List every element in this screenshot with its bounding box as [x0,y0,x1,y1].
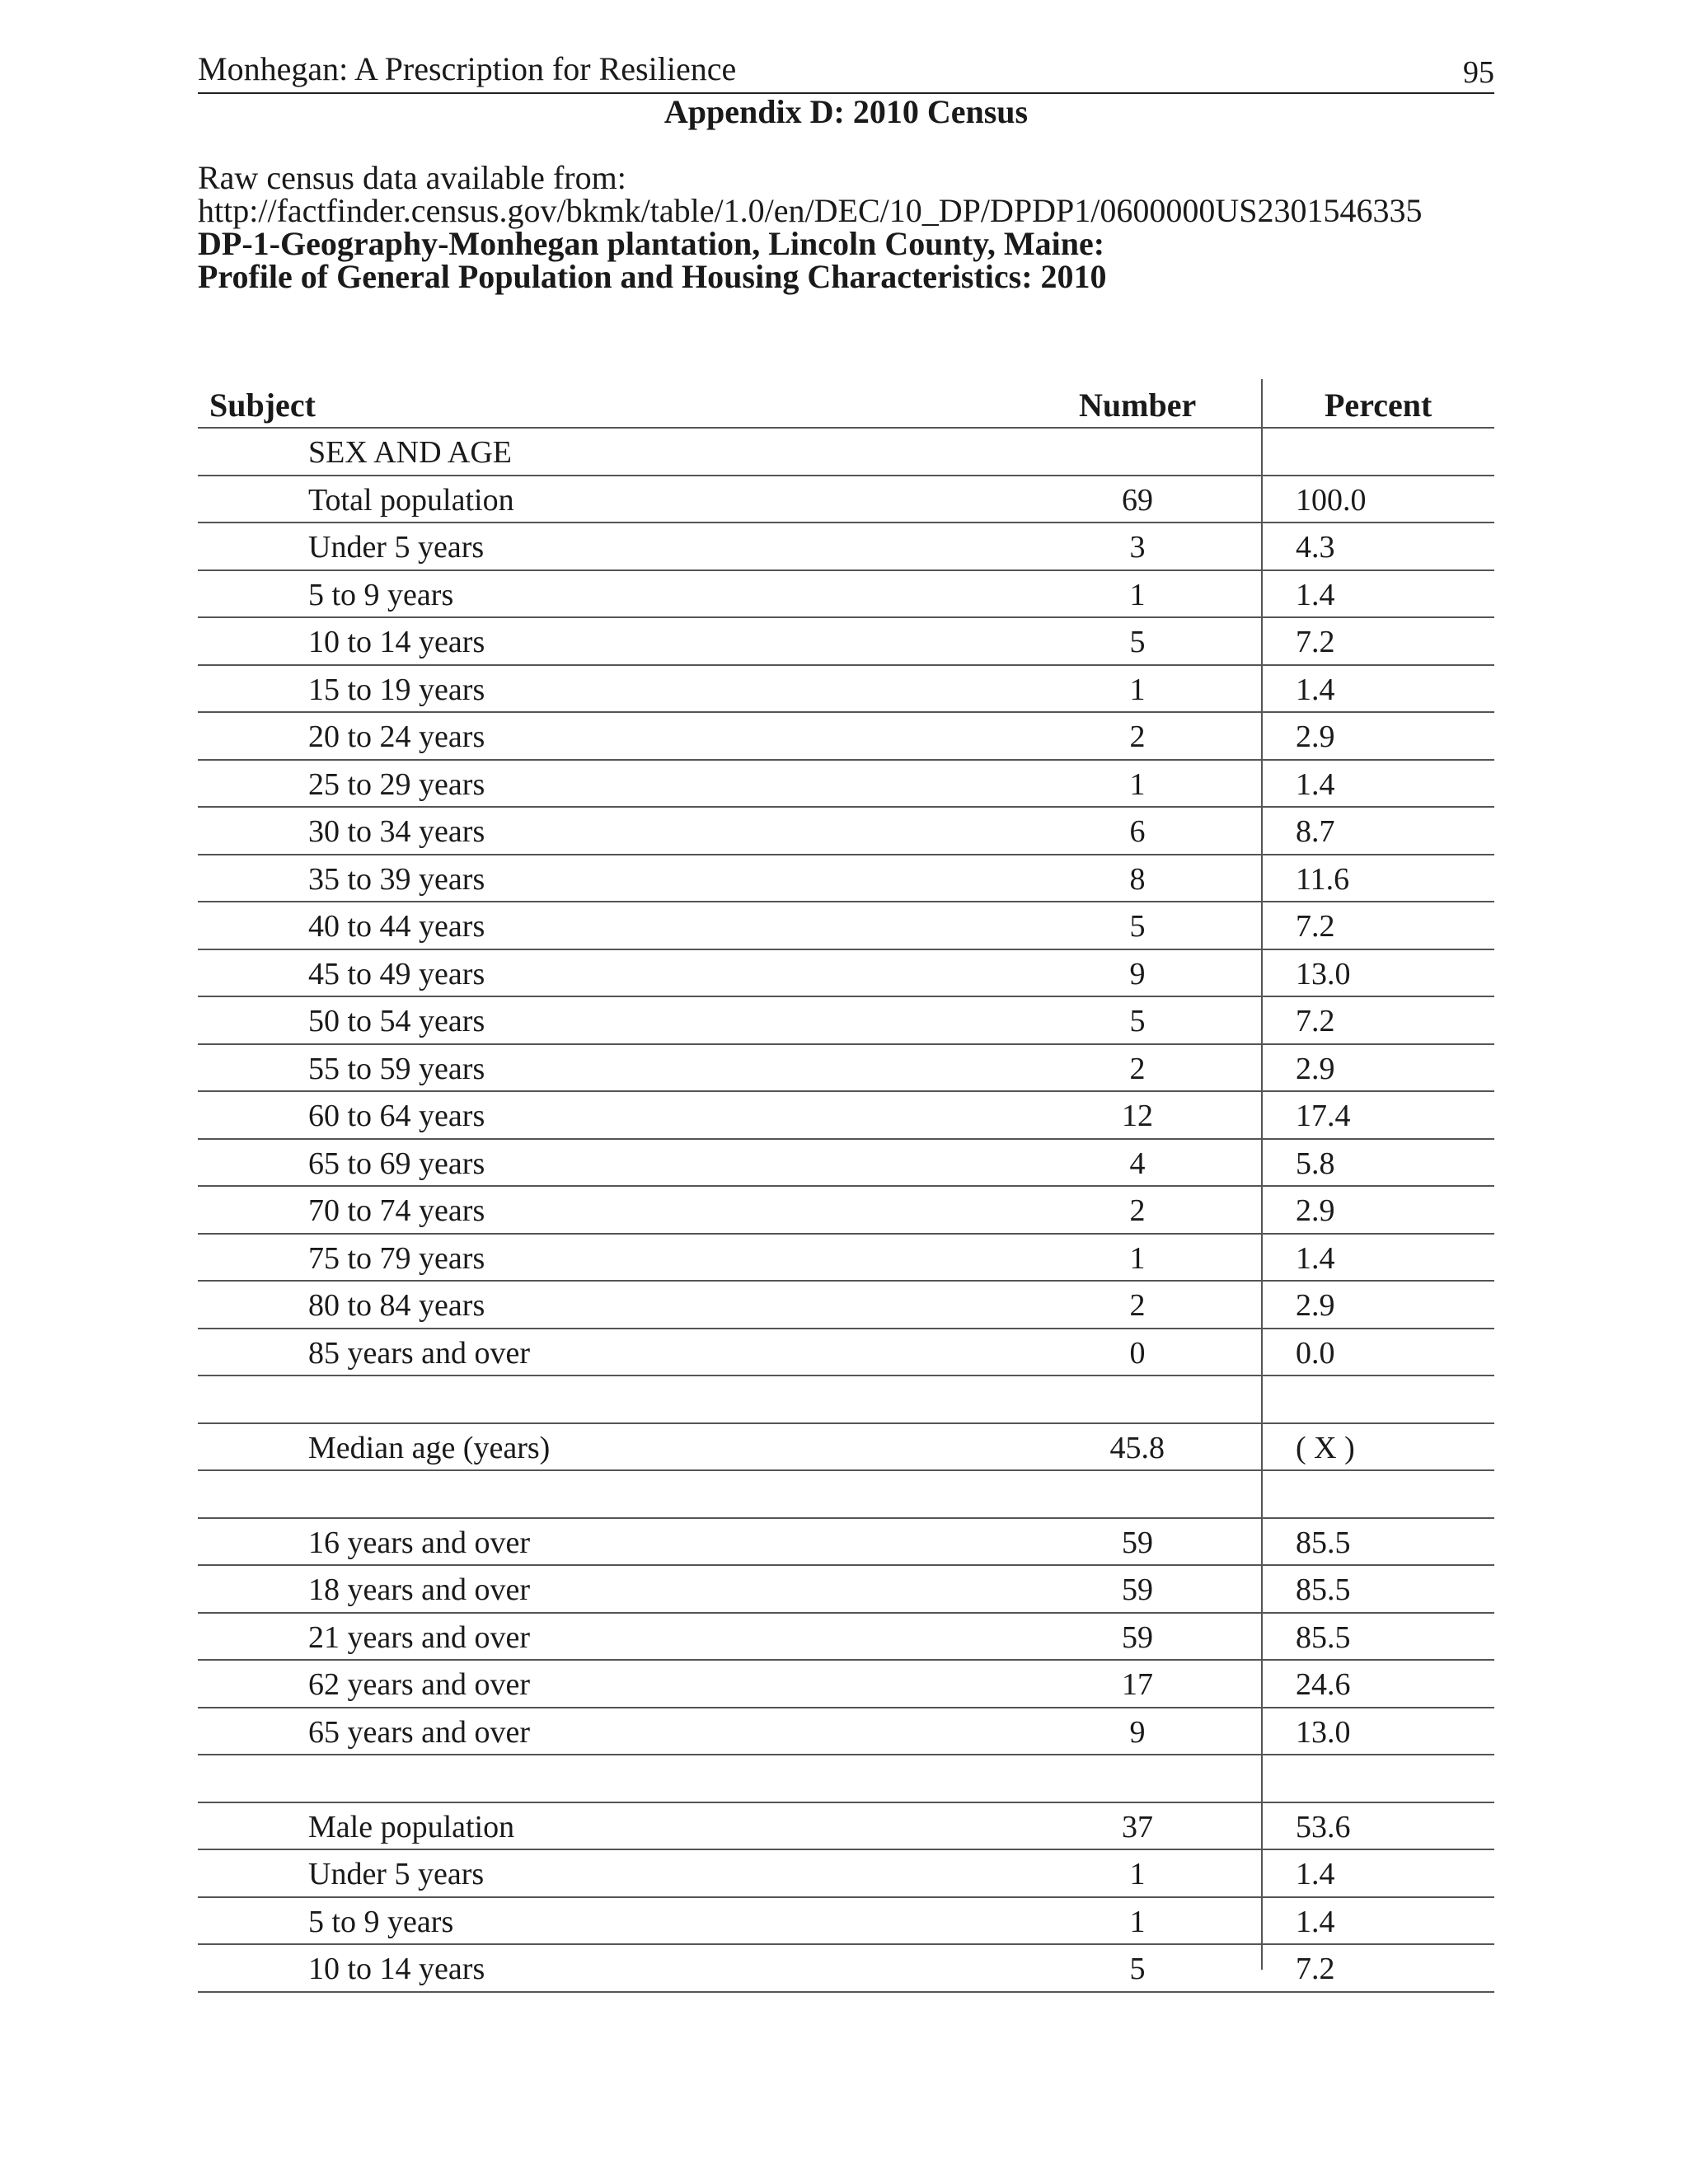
table-row [198,1850,1494,1898]
table-row [198,997,1494,1045]
row-subject: 55 to 59 years [308,1051,485,1086]
row-number: 2 [1129,1051,1146,1086]
row-subject: 15 to 19 years [308,672,485,707]
row-percent: 2.9 [1296,1051,1335,1086]
row-percent: 53.6 [1296,1809,1351,1844]
table-row [198,1755,1494,1803]
row-subject: 70 to 74 years [308,1193,485,1228]
row-subject: 21 years and over [308,1619,531,1655]
table-row [198,476,1494,524]
row-percent: 13.0 [1296,1714,1351,1750]
table-row [198,902,1494,950]
row-subject: 16 years and over [308,1525,531,1560]
table-row [198,1614,1494,1661]
table-row [198,1945,1494,1993]
table-row [198,1140,1494,1188]
row-percent: ( X ) [1296,1430,1355,1465]
row-percent: 85.5 [1296,1619,1351,1655]
row-number: 69 [1122,482,1153,518]
row-percent: 13.0 [1296,956,1351,991]
row-number: 12 [1122,1099,1153,1133]
census-table [198,379,1494,1993]
row-number: 1 [1129,1857,1146,1891]
row-percent: 7.2 [1296,1952,1335,1986]
row-subject: 65 to 69 years [308,1146,485,1181]
running-head-title: Monhegan: A Prescription for Resilience [198,50,737,87]
table-row [198,1282,1494,1329]
table-row [198,713,1494,761]
row-number: 4 [1129,1146,1146,1181]
source-intro: Raw census data available from: [198,159,626,196]
row-number: 5 [1129,909,1146,944]
table-row [198,1045,1494,1093]
table-row [198,1376,1494,1424]
table-row [198,618,1494,666]
row-number: 6 [1129,814,1146,849]
table-row [198,523,1494,571]
page-number: 95 [1463,55,1494,90]
table-row [198,1661,1494,1708]
row-number: 2 [1129,1288,1146,1323]
table-row [198,1424,1494,1472]
row-percent: 2.9 [1296,1288,1335,1323]
table-row [198,1803,1494,1851]
table-row [198,1471,1494,1519]
row-number: 1 [1129,1904,1146,1939]
table-row [198,1235,1494,1282]
table-row [198,571,1494,619]
row-number: 8 [1129,861,1146,897]
table-row [198,1329,1494,1377]
row-percent: 1.4 [1296,1904,1335,1939]
row-subject: 60 to 64 years [308,1099,485,1133]
row-subject: 85 years and over [308,1335,531,1371]
row-subject: 65 years and over [308,1714,531,1750]
row-subject: SEX AND AGE [308,435,513,470]
row-subject: Under 5 years [308,530,485,565]
row-percent: 2.9 [1296,1193,1335,1228]
geography-line: DP-1-Geography-Monhegan plantation, Lincoln County, Maine: [198,225,1105,262]
row-number: 2 [1129,1193,1146,1228]
row-percent: 85.5 [1296,1525,1351,1560]
row-subject: 30 to 34 years [308,814,485,849]
row-number: 3 [1129,530,1146,565]
row-subject: 35 to 39 years [308,861,485,897]
row-percent: 17.4 [1296,1099,1351,1133]
row-subject: 5 to 9 years [308,577,454,612]
row-subject: 5 to 9 years [308,1904,454,1939]
table-row [198,1566,1494,1614]
row-number: 5 [1129,625,1146,659]
row-subject: 10 to 14 years [308,625,485,659]
header-subject: Subject [209,387,316,424]
row-subject: 75 to 79 years [308,1240,485,1276]
row-number: 1 [1129,1240,1146,1276]
row-percent: 1.4 [1296,1240,1335,1276]
table-row [198,1519,1494,1567]
table-row [198,855,1494,903]
row-percent: 24.6 [1296,1667,1351,1702]
row-percent: 7.2 [1296,1004,1335,1038]
header-number: Number [1079,387,1197,424]
source-url: http://factfinder.census.gov/bkmk/table/1.0/en/DEC/10_DP/DPDP1/0600000US2301546335 [198,192,1423,229]
table-row [198,808,1494,855]
row-percent: 1.4 [1296,672,1335,707]
table-row [198,1708,1494,1756]
appendix-title: Appendix D: 2010 Census [663,93,1029,130]
row-subject: Median age (years) [308,1430,551,1465]
source-block [198,159,1517,295]
row-number: 1 [1129,672,1146,707]
table-row [198,429,1494,476]
header-percent: Percent [1325,387,1432,424]
row-percent: 1.4 [1296,1857,1335,1891]
row-percent: 4.3 [1296,530,1335,565]
row-subject: 80 to 84 years [308,1288,485,1323]
row-subject: 10 to 14 years [308,1952,485,1986]
row-number: 59 [1122,1572,1153,1607]
row-subject: Under 5 years [308,1857,485,1891]
table-header [198,379,1494,429]
row-percent: 11.6 [1296,861,1350,897]
row-percent: 85.5 [1296,1572,1351,1607]
table-row [198,950,1494,998]
row-subject: 20 to 24 years [308,719,485,754]
row-number: 5 [1129,1952,1146,1986]
row-number: 0 [1129,1335,1146,1371]
row-number: 17 [1122,1667,1153,1702]
row-percent: 5.8 [1296,1146,1335,1181]
row-number: 45.8 [1109,1430,1165,1465]
row-number: 1 [1129,577,1146,612]
row-number: 9 [1129,956,1146,991]
row-subject: 50 to 54 years [308,1004,485,1038]
row-number: 9 [1129,1714,1146,1750]
table-row [198,1092,1494,1140]
table-row [198,666,1494,714]
row-percent: 2.9 [1296,719,1335,754]
row-subject: 25 to 29 years [308,766,485,802]
row-subject: 45 to 49 years [308,956,485,991]
row-number: 2 [1129,719,1146,754]
row-percent: 0.0 [1296,1335,1335,1371]
row-number: 1 [1129,766,1146,802]
profile-line: Profile of General Population and Housing Characteristics: 2010 [198,258,1107,295]
table-row [198,761,1494,808]
row-percent: 8.7 [1296,814,1335,849]
table-body [198,429,1494,1993]
row-percent: 100.0 [1296,482,1367,518]
row-percent: 1.4 [1296,577,1335,612]
row-number: 5 [1129,1004,1146,1038]
row-percent: 7.2 [1296,909,1335,944]
row-percent: 1.4 [1296,766,1335,802]
row-number: 59 [1122,1525,1153,1560]
row-number: 59 [1122,1619,1153,1655]
row-subject: 62 years and over [308,1667,531,1702]
row-subject: Male population [308,1809,515,1844]
row-number: 37 [1122,1809,1153,1844]
row-percent: 7.2 [1296,625,1335,659]
row-subject: Total population [308,482,514,518]
table-row [198,1187,1494,1235]
row-subject: 40 to 44 years [308,909,485,944]
row-subject: 18 years and over [308,1572,531,1607]
running-head [198,48,1494,94]
table-row [198,1898,1494,1946]
